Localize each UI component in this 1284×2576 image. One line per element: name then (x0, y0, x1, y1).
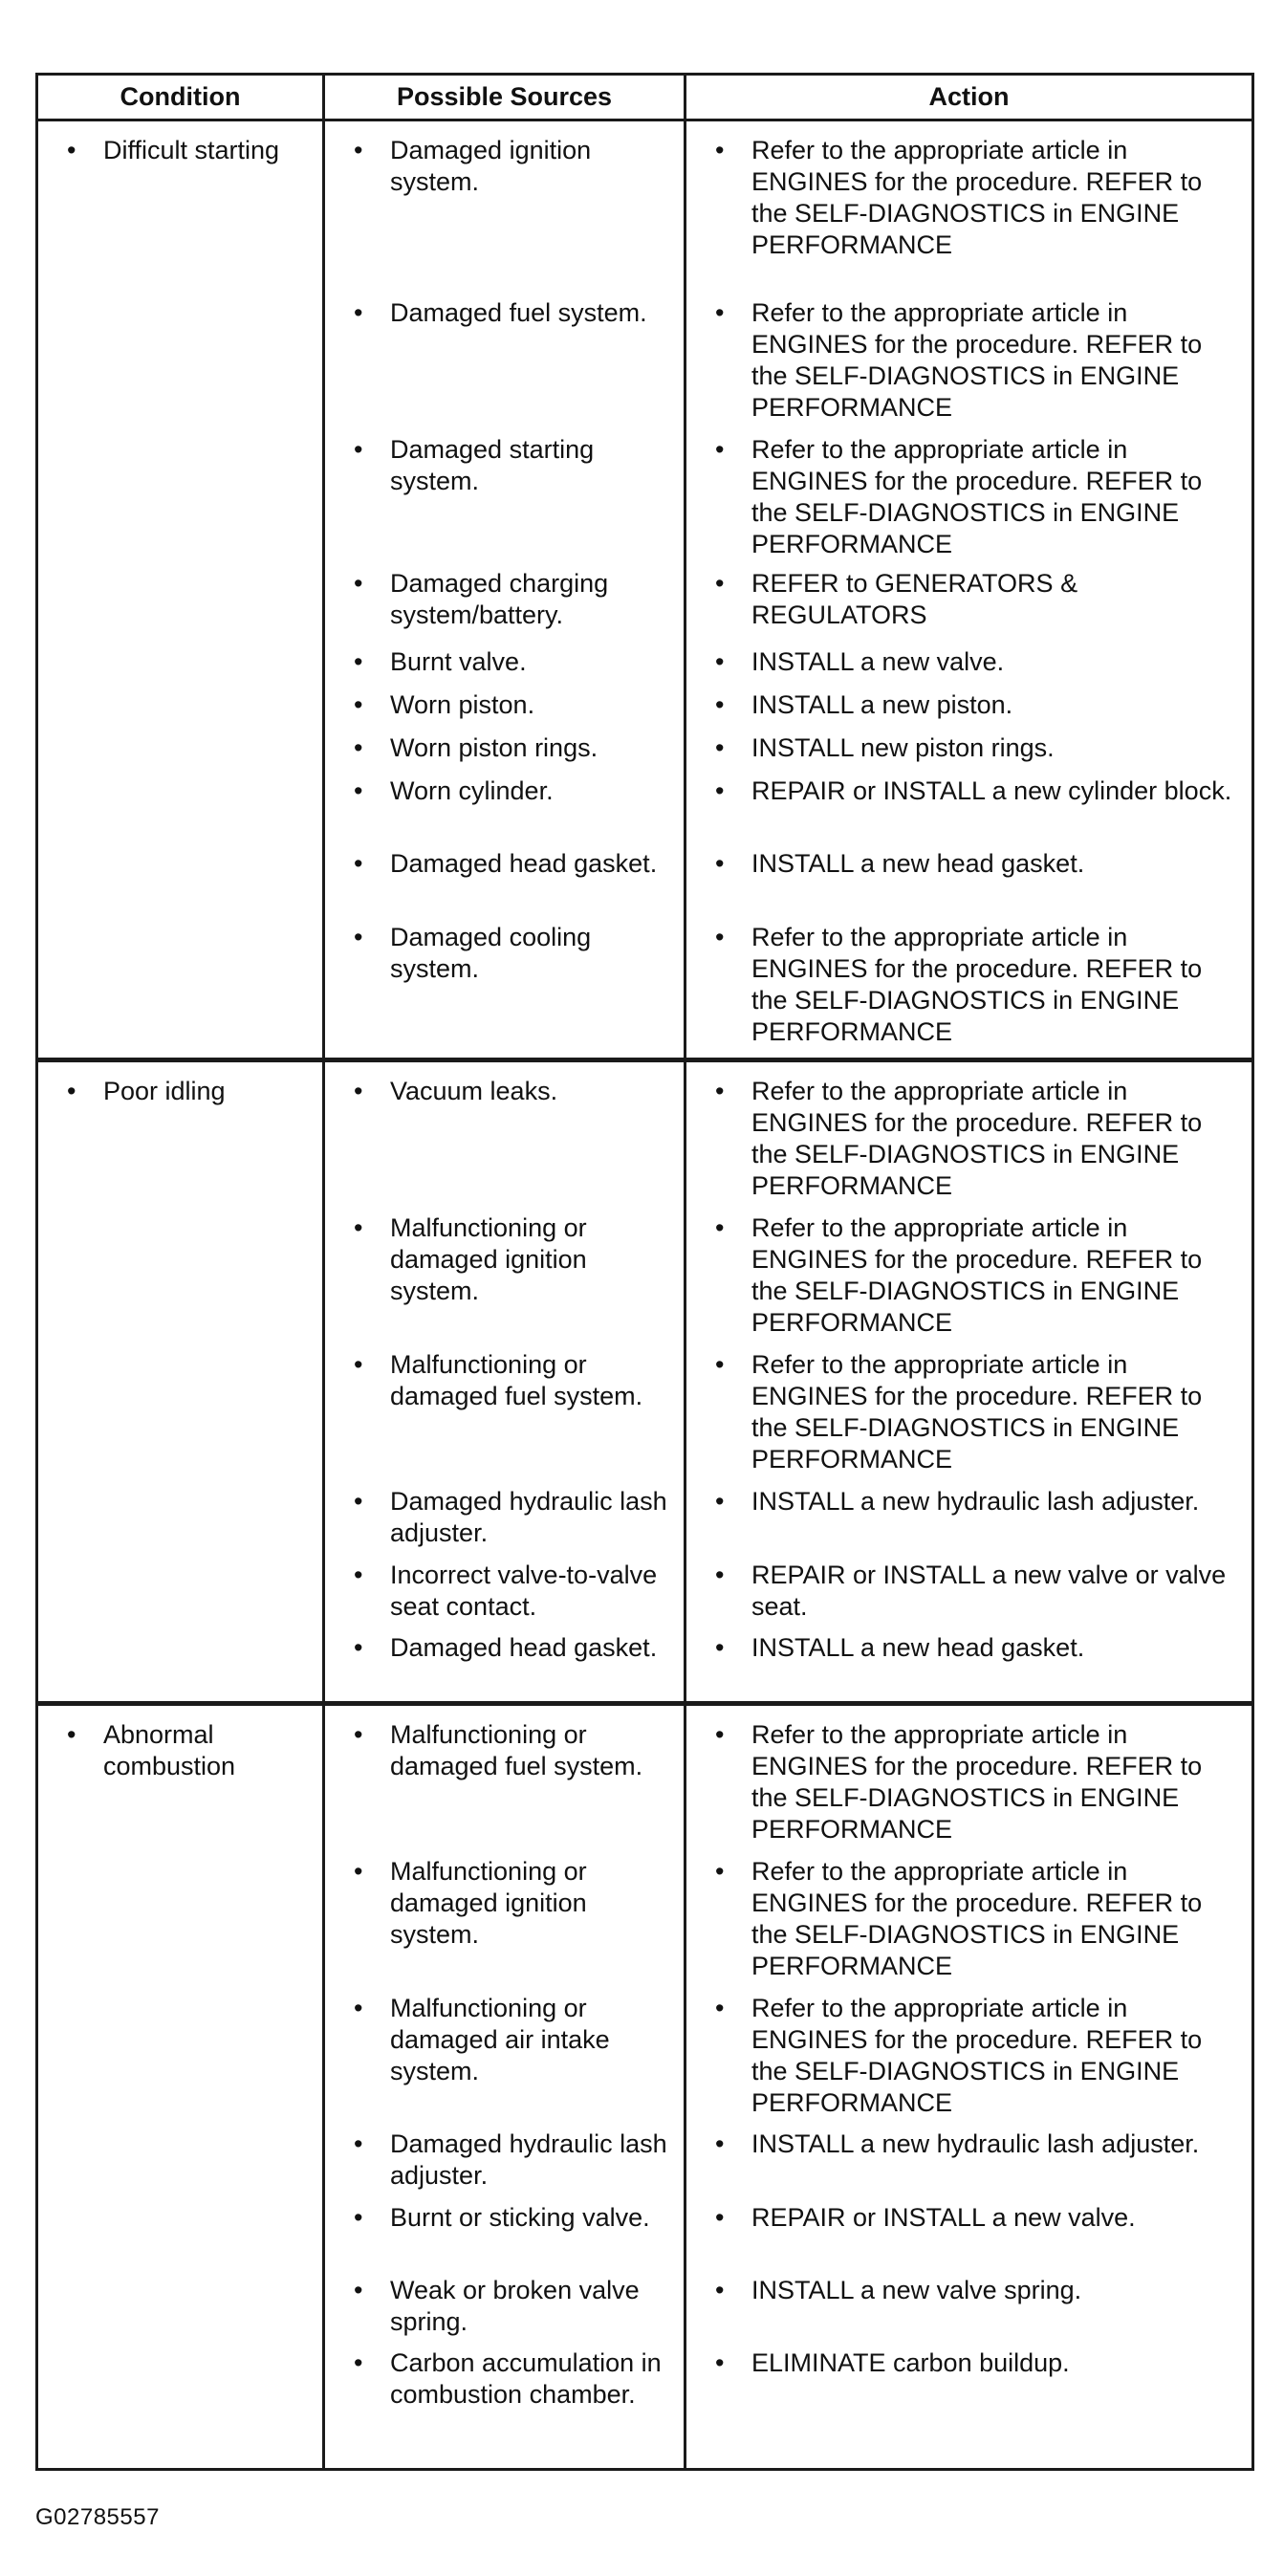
action-text: REPAIR or INSTALL a new valve or valve seat. (751, 1561, 1227, 1621)
bullet-icon: • (715, 2129, 725, 2158)
action-text: REPAIR or INSTALL a new valve. (751, 2203, 1136, 2232)
action-entry (696, 1632, 1242, 1692)
action-text: Refer to the appropriate article in ENGINES for the procedure. REFER to the SELF-DIAGNOSTICS in ENGINE PERFORMANCE (751, 1857, 1203, 1980)
source-text: Vacuum leaks. (390, 1077, 558, 1105)
condition-entry (48, 1719, 313, 1782)
action-text: REFER to GENERATORS & REGULATORS (751, 569, 1078, 629)
source-entry (335, 568, 674, 646)
bullet-icon: • (354, 569, 363, 598)
header-action: Action (686, 75, 1253, 120)
action-entry (696, 1486, 1242, 1560)
source-text: Damaged head gasket. (390, 1633, 658, 1662)
header-condition: Condition (37, 75, 324, 120)
source-text: Weak or broken valve spring. (390, 2276, 640, 2336)
bullet-icon: • (354, 136, 363, 164)
bullet-icon: • (715, 733, 725, 762)
table-row (37, 1704, 1253, 2470)
action-entry (696, 2128, 1242, 2202)
table-row (37, 120, 1253, 1060)
action-text: Refer to the appropriate article in ENGINES for the procedure. REFER to the SELF-DIAGNOSTICS in ENGINE PERFORMANCE (751, 1350, 1203, 1474)
action-entry (696, 689, 1242, 732)
source-text: Damaged head gasket. (390, 849, 658, 878)
bullet-icon: • (715, 1213, 725, 1242)
sources-cell (324, 1704, 686, 2470)
source-text: Worn piston. (390, 690, 535, 719)
action-text: INSTALL a new valve spring. (751, 2276, 1082, 2304)
source-entry (335, 1856, 674, 1993)
bullet-icon: • (354, 690, 363, 719)
action-entry (696, 2202, 1242, 2275)
action-text: INSTALL a new hydraulic lash adjuster. (751, 2129, 1200, 2158)
source-entry (335, 1719, 674, 1856)
bullet-icon: • (67, 136, 76, 164)
source-text: Carbon accumulation in combustion chamber. (390, 2348, 662, 2409)
source-entry (335, 297, 674, 434)
action-entry (696, 775, 1242, 848)
source-entry (335, 922, 674, 1045)
bullet-icon: • (715, 1077, 725, 1105)
sources-cell (324, 1060, 686, 1704)
source-entry (335, 1486, 674, 1560)
condition-cell (37, 120, 324, 1060)
action-text: INSTALL a new head gasket. (751, 849, 1085, 878)
action-entry (696, 2347, 1242, 2458)
source-entry (335, 135, 674, 297)
action-entry (696, 135, 1242, 297)
source-text: Worn cylinder. (390, 776, 554, 805)
figure-id: G02785557 (35, 2504, 160, 2530)
action-text: Refer to the appropriate article in ENGINES for the procedure. REFER to the SELF-DIAGNOSTICS in ENGINE PERFORMANCE (751, 1720, 1203, 1844)
source-text: Damaged ignition system. (390, 136, 592, 196)
bullet-icon: • (354, 1077, 363, 1105)
bullet-icon: • (715, 136, 725, 164)
bullet-icon: • (354, 647, 363, 676)
bullet-icon: • (354, 2348, 363, 2377)
bullet-icon: • (715, 923, 725, 951)
table-header-row (37, 75, 1253, 120)
actions-cell (686, 120, 1253, 1060)
bullet-icon: • (354, 1994, 363, 2022)
bullet-icon: • (354, 1561, 363, 1589)
action-entry (696, 732, 1242, 775)
bullet-icon: • (354, 923, 363, 951)
source-text: Damaged hydraulic lash adjuster. (390, 2129, 667, 2190)
action-entry (696, 848, 1242, 922)
bullet-icon: • (354, 1857, 363, 1886)
bullet-icon: • (715, 1350, 725, 1379)
action-entry (696, 2275, 1242, 2347)
bullet-icon: • (715, 2276, 725, 2304)
action-entry (696, 1993, 1242, 2128)
bullet-icon: • (354, 776, 363, 805)
bullet-icon: • (67, 1720, 76, 1749)
bullet-icon: • (354, 1350, 363, 1379)
action-text: Refer to the appropriate article in ENGINES for the procedure. REFER to the SELF-DIAGNOSTICS in ENGINE PERFORMANCE (751, 136, 1203, 259)
bullet-icon: • (715, 1720, 725, 1749)
action-text: INSTALL a new hydraulic lash adjuster. (751, 1487, 1200, 1516)
bullet-icon: • (715, 1857, 725, 1886)
source-text: Damaged cooling system. (390, 923, 592, 983)
action-entry (696, 1560, 1242, 1632)
source-entry (335, 1349, 674, 1486)
source-entry (335, 2275, 674, 2347)
diagnostic-table (35, 73, 1254, 2471)
actions-cell (686, 1704, 1253, 2470)
source-entry (335, 1632, 674, 1692)
condition-text: Difficult starting (103, 136, 280, 164)
source-text: Malfunctioning or damaged air intake system. (390, 1994, 610, 2085)
table-body (37, 120, 1253, 2470)
condition-entry (48, 1076, 313, 1107)
action-text: INSTALL new piston rings. (751, 733, 1055, 762)
bullet-icon: • (354, 298, 363, 327)
source-entry (335, 848, 674, 922)
bullet-icon: • (354, 2276, 363, 2304)
bullet-icon: • (715, 2203, 725, 2232)
source-text: Worn piston rings. (390, 733, 598, 762)
source-entry (335, 2202, 674, 2275)
bullet-icon: • (715, 849, 725, 878)
action-text: ELIMINATE carbon buildup. (751, 2348, 1070, 2377)
action-text: Refer to the appropriate article in ENGINES for the procedure. REFER to the SELF-DIAGNOSTICS in ENGINE PERFORMANCE (751, 923, 1203, 1046)
condition-text: Abnormal combustion (103, 1720, 236, 1780)
source-entry (335, 646, 674, 689)
action-entry (696, 922, 1242, 1048)
condition-cell (37, 1060, 324, 1704)
bullet-icon: • (354, 849, 363, 878)
condition-entry (48, 135, 313, 166)
source-entry (335, 689, 674, 732)
action-text: Refer to the appropriate article in ENGINES for the procedure. REFER to the SELF-DIAGNOSTICS in ENGINE PERFORMANCE (751, 1213, 1203, 1337)
source-entry (335, 1212, 674, 1349)
bullet-icon: • (67, 1077, 76, 1105)
action-entry (696, 646, 1242, 689)
action-entry (696, 1719, 1242, 1856)
source-entry (335, 775, 674, 848)
action-entry (696, 1212, 1242, 1349)
source-entry (335, 1560, 674, 1632)
source-entry (335, 1076, 674, 1212)
source-text: Damaged starting system. (390, 435, 595, 495)
source-text: Damaged charging system/battery. (390, 569, 609, 629)
table-row (37, 1060, 1253, 1704)
action-text: REPAIR or INSTALL a new cylinder block. (751, 776, 1232, 805)
source-entry (335, 434, 674, 568)
bullet-icon: • (715, 298, 725, 327)
condition-cell (37, 1704, 324, 2470)
action-entry (696, 1349, 1242, 1486)
bullet-icon: • (715, 435, 725, 464)
bullet-icon: • (715, 647, 725, 676)
bullet-icon: • (354, 1213, 363, 1242)
source-text: Burnt or sticking valve. (390, 2203, 650, 2232)
condition-text: Poor idling (103, 1077, 226, 1105)
bullet-icon: • (354, 2129, 363, 2158)
source-text: Damaged hydraulic lash adjuster. (390, 1487, 667, 1547)
bullet-icon: • (715, 776, 725, 805)
action-entry (696, 434, 1242, 568)
source-text: Malfunctioning or damaged fuel system. (390, 1720, 643, 1780)
source-entry (335, 1993, 674, 2128)
action-entry (696, 1076, 1242, 1212)
bullet-icon: • (354, 1487, 363, 1516)
source-text: Malfunctioning or damaged ignition system. (390, 1857, 587, 1949)
source-text: Malfunctioning or damaged ignition system. (390, 1213, 587, 1305)
action-text: INSTALL a new head gasket. (751, 1633, 1085, 1662)
source-text: Burnt valve. (390, 647, 527, 676)
bullet-icon: • (715, 1561, 725, 1589)
source-text: Incorrect valve-to-valve seat contact. (390, 1561, 658, 1621)
action-text: INSTALL a new valve. (751, 647, 1005, 676)
bullet-icon: • (354, 435, 363, 464)
source-text: Damaged fuel system. (390, 298, 647, 327)
bullet-icon: • (354, 1633, 363, 1662)
bullet-icon: • (715, 569, 725, 598)
action-text: Refer to the appropriate article in ENGINES for the procedure. REFER to the SELF-DIAGNOSTICS in ENGINE PERFORMANCE (751, 298, 1203, 422)
source-entry (335, 2128, 674, 2202)
source-text: Malfunctioning or damaged fuel system. (390, 1350, 643, 1410)
bullet-icon: • (715, 1487, 725, 1516)
action-text: Refer to the appropriate article in ENGINES for the procedure. REFER to the SELF-DIAGNOSTICS in ENGINE PERFORMANCE (751, 1994, 1203, 2117)
source-entry (335, 2347, 674, 2458)
action-text: Refer to the appropriate article in ENGINES for the procedure. REFER to the SELF-DIAGNOSTICS in ENGINE PERFORMANCE (751, 1077, 1203, 1200)
action-entry (696, 568, 1242, 646)
bullet-icon: • (354, 733, 363, 762)
actions-cell (686, 1060, 1253, 1704)
action-text: INSTALL a new piston. (751, 690, 1013, 719)
sources-cell (324, 120, 686, 1060)
action-entry (696, 297, 1242, 434)
bullet-icon: • (715, 1633, 725, 1662)
bullet-icon: • (715, 1994, 725, 2022)
bullet-icon: • (715, 2348, 725, 2377)
header-possible-sources: Possible Sources (324, 75, 686, 120)
action-entry (696, 1856, 1242, 1993)
bullet-icon: • (354, 2203, 363, 2232)
bullet-icon: • (715, 690, 725, 719)
action-text: Refer to the appropriate article in ENGINES for the procedure. REFER to the SELF-DIAGNOSTICS in ENGINE PERFORMANCE (751, 435, 1203, 558)
source-entry (335, 732, 674, 775)
bullet-icon: • (354, 1720, 363, 1749)
